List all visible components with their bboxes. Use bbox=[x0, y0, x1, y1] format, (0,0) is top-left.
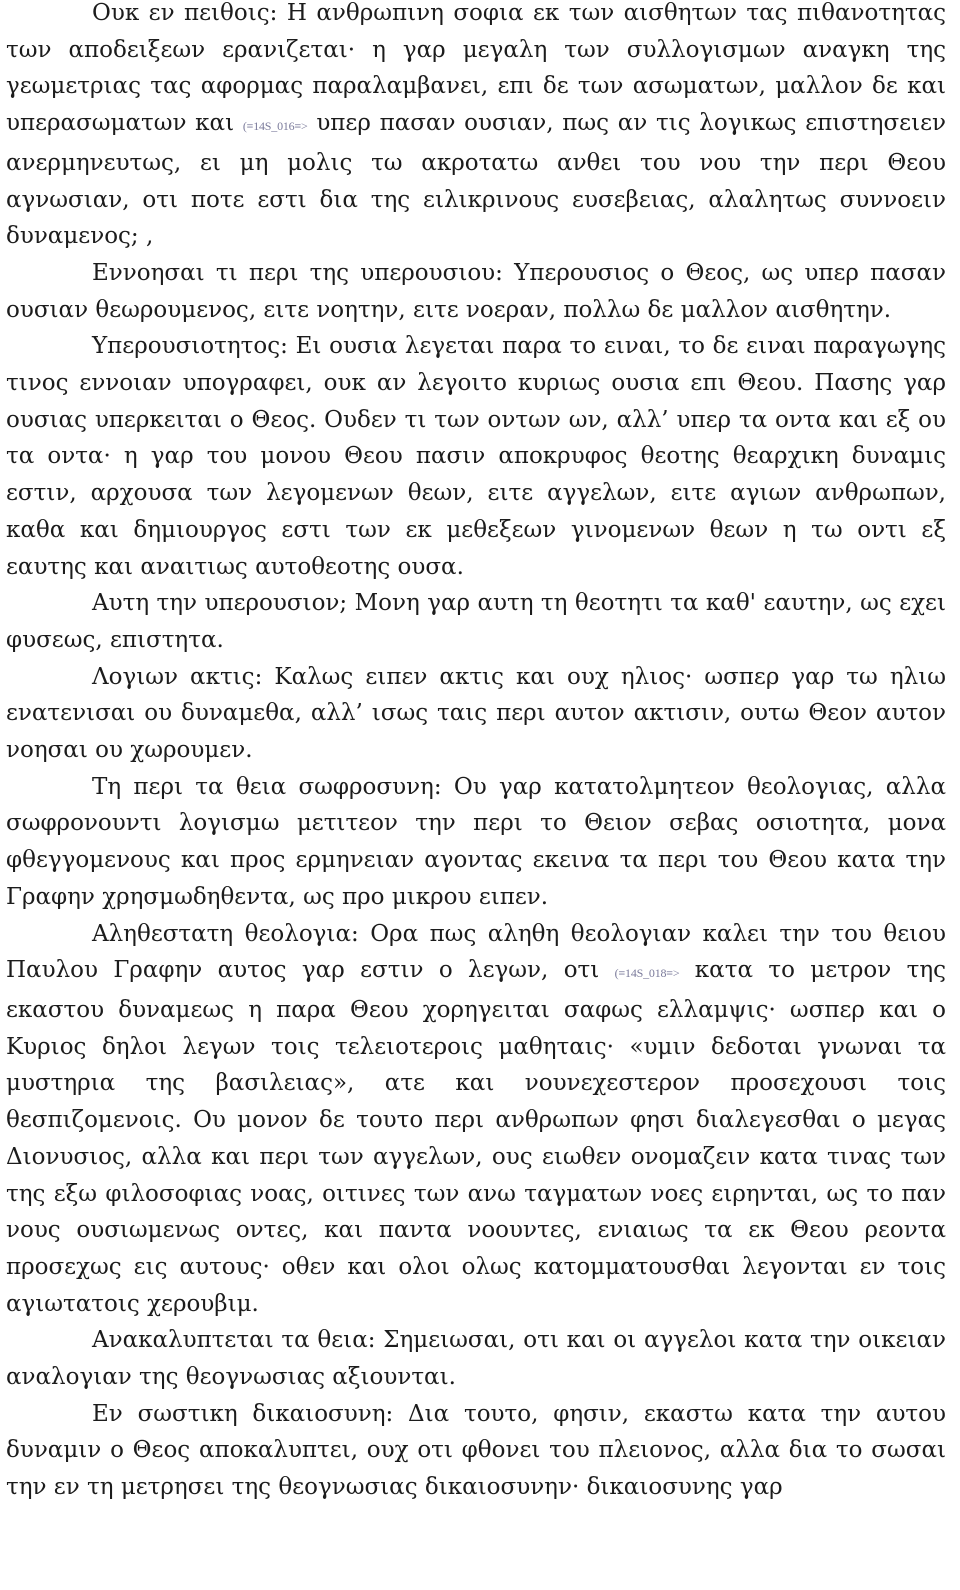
reference-marker: (≡14S_016≡> bbox=[242, 119, 308, 134]
paragraph-ennoesai bbox=[6, 255, 946, 328]
paragraph-text: Τη περι τα θεια σωφροσυνη: Ου γαρ κατατολμητεον θεολογιας, αλλα σωφρονουντι λογισμω μετιτεον την περι το Θειον σεβας οσιοτητα, μονα φθεγγομενους και προς ερμηνειαν αγοντας εκεινα τα περι του Θεου κατα την Γραφην χρησμωδηθεντα, ως προ μικρου ειπεν. bbox=[6, 773, 946, 910]
paragraph-text: Εννοησαι τι περι της υπερουσιου: Υπερουσιος ο Θεος, ως υπερ πασαν ουσιαν θεωρουμενος, ειτε νοητην, ειτε νοεραν, πολλω δε μαλλον αισθητην. bbox=[6, 259, 946, 323]
paragraph-text: κατα το μετρον της εκαστου δυναμεως η παρα Θεου χορηγειται σαφως ελλαμψις· ωσπερ και ο Κυριος δηλοι λεγων τοις τελειοτεροις μαθηταις· «υμιν δεδοται γνωναι τα μυστηρια της βασιλειας», ατε και νουνεχεστερον προσεχουσι τοις θεσπιζομενοις. Ου μονον δε τουτο περι ανθρωπων φησι διαλεγεσθαι ο μεγας Διονυσιος, αλλα και περι των αγγελων, ους ειωθεν ονομαζειν κατα τινας των της εξω φιλοσοφιας νοας, οιτινες των ανω ταγματων νοες ειρηνται, ως το παν νους ουσιωμενως οντες, και παντα νοουντες, ενιαιως τα εκ Θεου ρεοντα προσεχως εις αυτους· οθεν και ολοι ολως κατομματουσθαι λεγονται εν τοις αγιωτατοις χερουβιμ. bbox=[6, 957, 946, 1317]
document-page bbox=[6, 0, 946, 1506]
paragraph-text: Υπερουσιοτητος: Ει ουσια λεγεται παρα το ειναι, το δε ειναι παραγωγης τινος εννοιαν υπογραφει, ουκ αν λεγοιτο κυριως ουσια επι Θεου. Πασης γαρ ουσιας υπερκειται ο Θεος. Ουδεν τι των οντων ων, αλλ’ υπερ τα οντα και εξ ου τα οντα· η γαρ του μονου Θεου πασιν αποκρυφος θεοτης θεαρχικη δυναμις εστιν, αρχουσα των λεγομενων θεων, ειτε αγγελων, ειτε αγιων ανθρωπων, καθα και δημιουργος εστι των εκ μεθεξεων γινομενων θεων η τω οντι εξ εαυτης και αναιτιως αυτοθεοτης ουσα. bbox=[6, 333, 946, 580]
paragraph-text: Ουκ εν πειθοις: Η ανθρωπινη σοφια εκ των αισθητων τας πιθανοτητας των αποδειξεων ερανιζεται· η γαρ μεγαλη των συλλογισμων αναγκη της γεωμετριας τας αφορμας παραλαμβανει, επι δε των ασωματων, μαλλον δε και υπερασωματων και bbox=[6, 0, 946, 137]
paragraph-sophrosyne bbox=[6, 769, 946, 916]
paragraph-logion-aktis bbox=[6, 659, 946, 769]
paragraph-ouk-en-peithois bbox=[6, 0, 946, 255]
paragraph-text: υπερ πασαν ουσιαν, πως αν τις λογικως επιστησειεν ανερμηνευτως, ει μη μολις τω ακροτατω ανθει του νου την περι Θεου αγνωσιαν, οτι ποτε εστι δια της ειλικρινους ευσεβειας, αλαλητως συννοειν δυναμενος; , bbox=[6, 110, 946, 250]
paragraph-hyperousiotetos bbox=[6, 328, 946, 585]
paragraph-text: Ανακαλυπτεται τα θεια: Σημειωσαι, οτι και οι αγγελοι κατα την οικειαν αναλογιαν της θεογνωσιας αξιουνται. bbox=[6, 1327, 946, 1391]
paragraph-text: Εν σωστικη δικαιοσυνη: Δια τουτο, φησιν, εκαστω κατα την αυτου δυναμιν ο Θεος αποκαλυπτει, ουχ οτι φθονει του πλειονος, αλλα δια το σωσαι την εν τη μετρησει της θεογνωσιας δικαιοσυνην· δικαιοσυνης γαρ bbox=[6, 1400, 946, 1501]
reference-marker: (≡14S_018≡> bbox=[614, 966, 680, 981]
paragraph-soterike-dikaiosyne bbox=[6, 1396, 946, 1506]
paragraph-alethestate-theologia bbox=[6, 916, 946, 1323]
paragraph-anakalyptetai bbox=[6, 1322, 946, 1395]
paragraph-text: Λογιων ακτις: Καλως ειπεν ακτις και ουχ ηλιος· ωσπερ γαρ τω ηλιω ενατενισαι ου δυναμεθα, αλλ’ ισως ταις περι αυτον ακτισιν, ουτω Θεον αυτον νοησαι ου χωρουμεν. bbox=[6, 663, 946, 764]
paragraph-text: Αληθεστατη θεολογια: Ορα πως αληθη θεολογιαν καλει την του θειου Παυλου Γραφην αυτος γαρ εστιν ο λεγων, οτι bbox=[6, 920, 946, 984]
paragraph-aute-ten-hyperousion bbox=[6, 585, 946, 658]
paragraph-text: Αυτη την υπερουσιον; Μονη γαρ αυτη τη θεοτητι τα καθ' εαυτην, ως εχει φυσεως, επιστητα. bbox=[6, 590, 946, 653]
